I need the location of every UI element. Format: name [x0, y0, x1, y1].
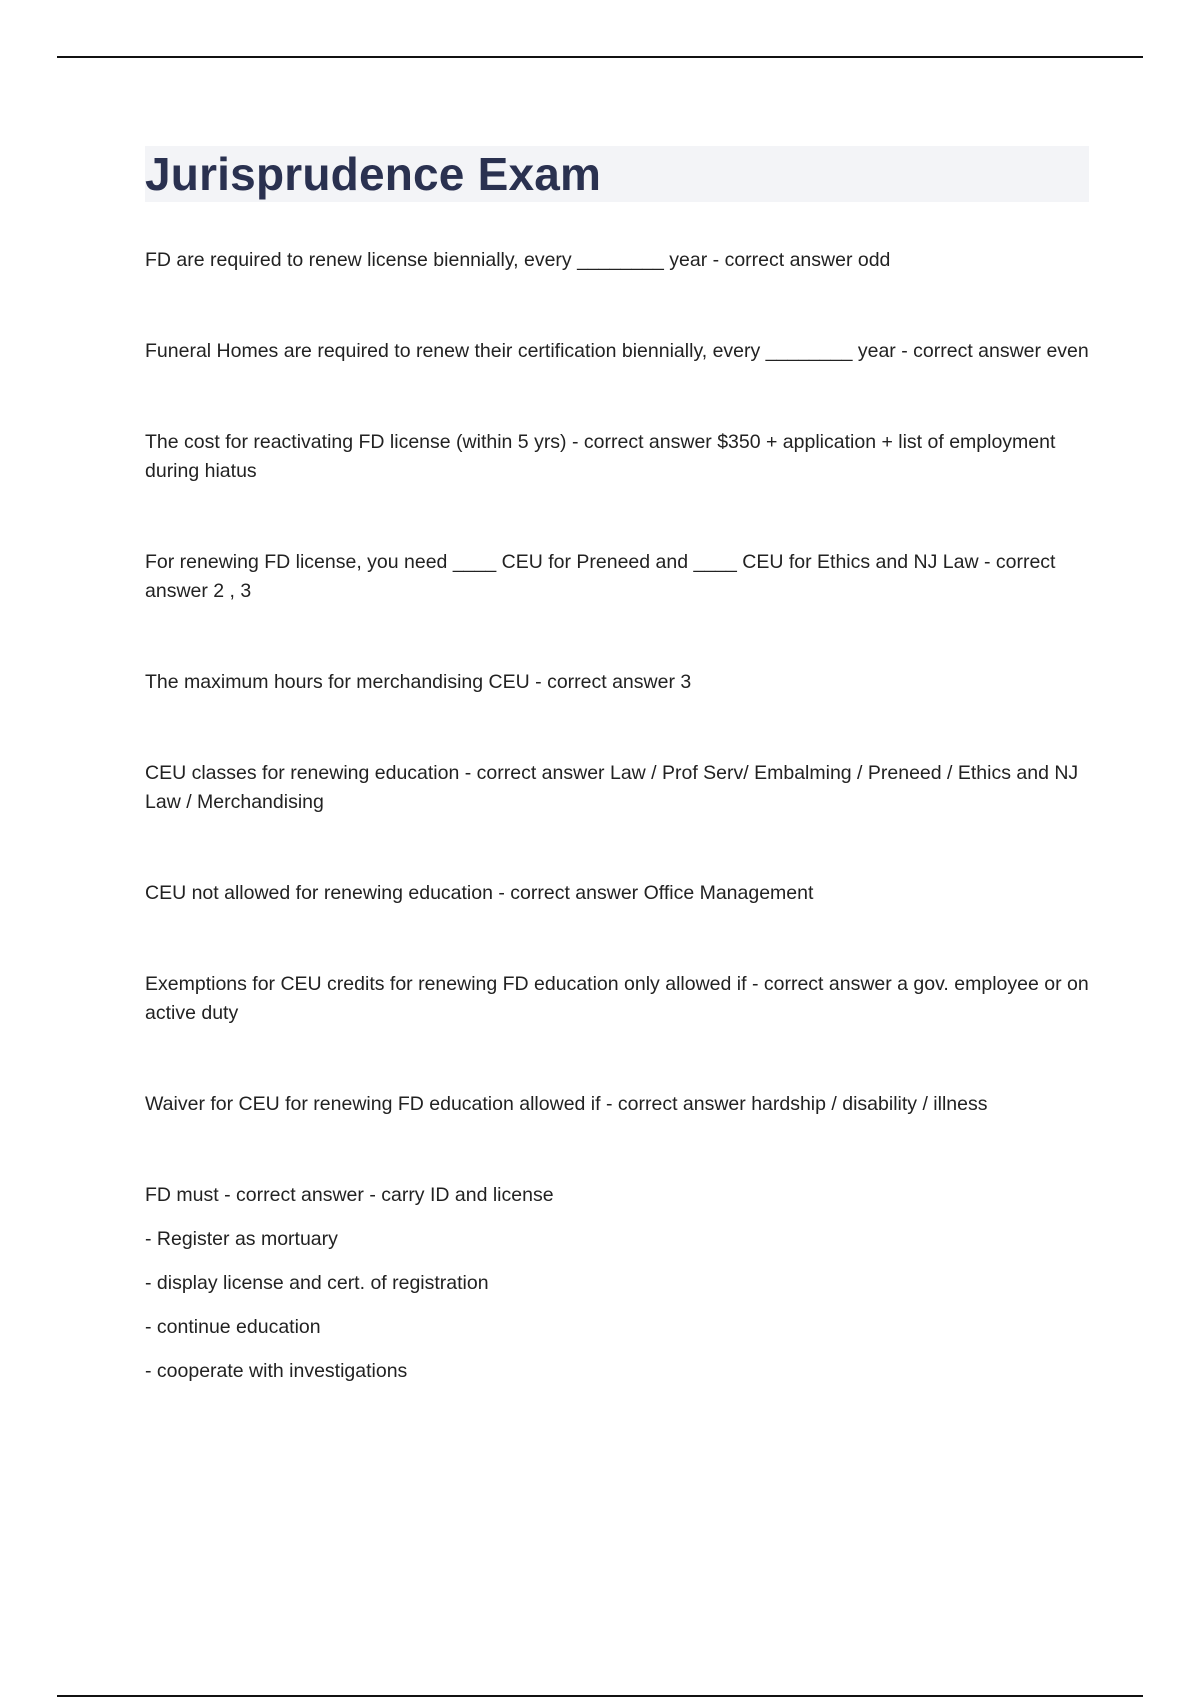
answer-marker: correct answer — [510, 882, 639, 904]
bottom-rule — [57, 1695, 1143, 1697]
answer-line: - continue education — [145, 1316, 321, 1338]
answer-text: hardship / disability / illness — [751, 1093, 988, 1115]
answer-marker: correct answer — [145, 551, 1056, 602]
answer-text: even — [1046, 340, 1089, 362]
document-title: Jurisprudence Exam — [145, 148, 602, 200]
question-text: The maximum hours for merchandising CEU - — [145, 671, 547, 693]
answer-marker: correct answer — [236, 1184, 364, 1206]
answer-marker: correct answer — [583, 431, 712, 453]
answer-text: 2 , 3 — [213, 580, 252, 602]
answer-line: - cooperate with investigations — [145, 1360, 408, 1382]
qa-item — [145, 246, 1089, 275]
qa-item — [145, 879, 1089, 908]
question-text: FD are required to renew license biennially, every ________ year - — [145, 249, 725, 271]
qa-item — [145, 428, 1089, 486]
qa-item — [145, 970, 1089, 1028]
qa-item-first-line — [145, 1181, 1089, 1210]
top-rule — [57, 56, 1143, 58]
answer-text: - carry ID and license — [369, 1184, 554, 1206]
qa-item — [145, 759, 1089, 817]
answer-text: $350 + application + list of employment during hiatus — [145, 431, 1056, 482]
answer-marker: correct answer — [913, 340, 1042, 362]
answer-marker: correct answer — [547, 671, 675, 693]
answer-marker: correct answer — [724, 249, 853, 271]
answer-line: - display license and cert. of registration — [145, 1272, 489, 1294]
answer-text: Office Management — [643, 882, 814, 904]
qa-item — [145, 668, 1089, 697]
document-body — [145, 146, 1089, 1386]
question-text: The cost for reactivating FD license (within 5 yrs) - — [145, 431, 584, 453]
answer-marker: correct answer — [476, 762, 605, 784]
question-text: CEU classes for renewing education - — [145, 762, 477, 784]
question-text: For renewing FD license, you need ____ CEU for Preneed and ____ CEU for Ethics and NJ Law - — [145, 551, 996, 573]
title-banner — [145, 146, 1089, 202]
question-text: Exemptions for CEU credits for renewing FD education only allowed if - — [145, 973, 764, 995]
qa-item — [145, 1090, 1089, 1119]
answer-line: - Register as mortuary — [145, 1228, 338, 1250]
answer-text: Law / Prof Serv/ Embalming / Preneed / Ethics and NJ Law / Merchandising — [145, 762, 1079, 813]
question-text: CEU not allowed for renewing education - — [145, 882, 510, 904]
question-text: Waiver for CEU for renewing FD education allowed if - — [145, 1093, 618, 1115]
qa-item — [145, 337, 1089, 366]
answer-marker: correct answer — [617, 1093, 746, 1115]
answer-text: a gov. employee or on active duty — [145, 973, 1089, 1024]
answer-text: odd — [857, 249, 891, 271]
answer-marker: correct answer — [763, 973, 892, 995]
qa-list — [145, 246, 1089, 1386]
qa-item — [145, 548, 1089, 606]
question-text: FD must - — [145, 1184, 236, 1206]
answer-text: 3 — [680, 671, 692, 693]
qa-item-last — [145, 1181, 1089, 1386]
question-text: Funeral Homes are required to renew their certification biennially, every ________ year - — [145, 340, 913, 362]
